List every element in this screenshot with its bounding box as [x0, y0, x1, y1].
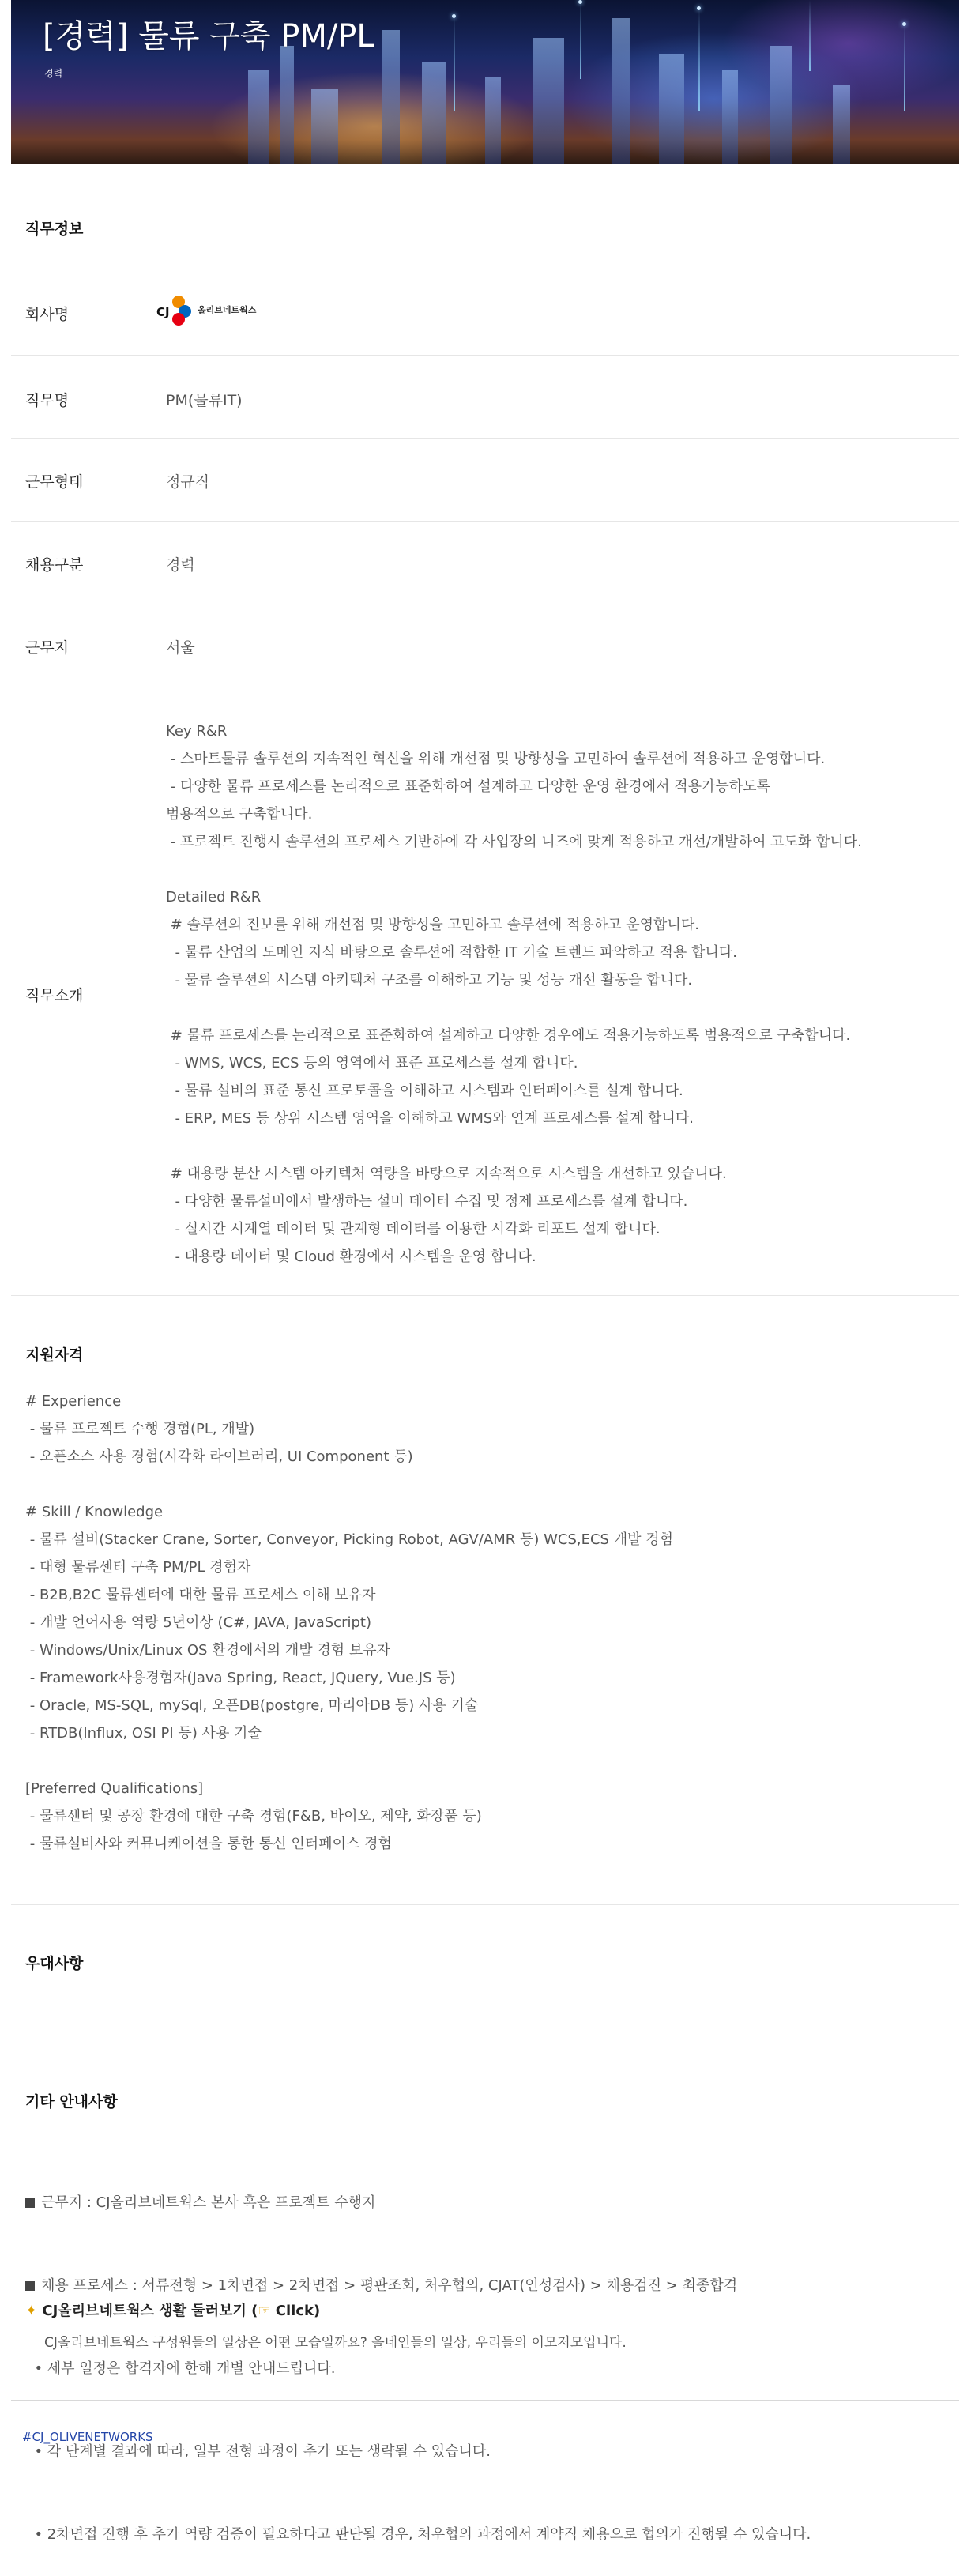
other-info-bullet-text: 근무지 : CJ올리브네트웍스 본사 혹은 프로젝트 수행지	[41, 2194, 376, 2211]
text-line: - 물류설비사와 커뮤니케이션을 통한 통신 인터페이스 경험	[25, 1836, 392, 1852]
hero-building	[485, 77, 501, 164]
other-info-bullet	[25, 2189, 811, 2216]
location-value: 서울	[166, 639, 195, 657]
hero-banner	[11, 0, 959, 164]
square-bullet-icon	[25, 2198, 35, 2208]
hero-building	[833, 85, 850, 164]
qualifications-text	[25, 1388, 673, 1858]
hero-building	[382, 30, 400, 164]
job-intro-label: 직무소개	[25, 987, 84, 1004]
text-line: # Experience	[25, 1393, 122, 1410]
divider	[11, 1904, 959, 1905]
job-title-label: 직무명	[25, 392, 70, 409]
divider	[11, 2400, 959, 2401]
location-label: 근무지	[25, 639, 70, 657]
text-line: - 물류센터 및 공장 환경에 대한 구축 경험(F&B, 바이오, 제약, 화장품 등)	[25, 1808, 482, 1825]
job-posting-subtitle: 경력	[44, 68, 63, 79]
employment-type-label: 근무형태	[25, 473, 84, 491]
text-line: - Windows/Unix/Linux OS 환경에서의 개발 경험 보유자	[25, 1642, 391, 1659]
text-line: - 오픈소스 사용 경험(시각화 라이브러리, UI Component 등)	[25, 1448, 413, 1465]
row-job-title	[11, 356, 959, 439]
cj-logo-mark: CJ	[156, 305, 170, 319]
other-info-bullet-text: 채용 프로세스 : 서류전형 > 1차면접 > 2차면접 > 평판조회, 처우협의, CJAT(인성검사) > 채용검진 > 최종합격	[41, 2277, 738, 2294]
text-line: - Framework사용경험자(Java Spring, React, JQuery, Vue.JS 등)	[25, 1670, 456, 1686]
life-link-click[interactable]: Click)	[275, 2303, 321, 2319]
hero-light-line	[809, 0, 811, 71]
text-line: - 물류 산업의 도메인 지식 바탕으로 솔루션에 적합한 IT 기술 트렌드 파악하고 적용 합니다.	[166, 944, 737, 961]
text-line: - 다양한 물류 프로세스를 논리적으로 표준화하여 설계하고 다양한 운영 환경에서 적용가능하도록	[166, 778, 770, 795]
other-info-sub-line: • 세부 일정은 합격자에 한해 개별 안내드립니다.	[25, 2360, 336, 2377]
section-title-other-info: 기타 안내사항	[25, 2093, 118, 2111]
text-line: - 스마트물류 솔루션의 지속적인 혁신을 위해 개선점 및 방향성을 고민하여 솔루션에 적용하고 운영합니다.	[166, 751, 826, 767]
text-line: # 솔루션의 진보를 위해 개선점 및 방향성을 고민하고 솔루션에 적용하고 운영합니다.	[166, 917, 699, 933]
text-line: - B2B,B2C 물류센터에 대한 물류 프로세스 이해 보유자	[25, 1587, 376, 1603]
hero-light-line	[904, 24, 905, 111]
hire-type-value: 경력	[166, 556, 195, 574]
job-intro-text	[166, 717, 862, 1271]
hashtag-link[interactable]: #CJ_OLIVENETWORKS	[22, 2430, 153, 2444]
text-line: - 물류 설비(Stacker Crane, Sorter, Conveyor, Picking Robot, AGV/AMR 등) WCS,ECS 개발 경험	[25, 1531, 673, 1548]
row-company	[11, 273, 959, 356]
hero-light-dot	[452, 14, 456, 18]
hero-building	[722, 70, 738, 164]
hero-light-line	[454, 16, 455, 111]
text-line	[166, 1132, 862, 1160]
text-line: [Preferred Qualifications]	[25, 1780, 204, 1797]
hero-light-dot	[578, 0, 582, 4]
hero-building	[311, 89, 338, 164]
text-line	[25, 1747, 673, 1775]
section-title-qualifications: 지원자격	[25, 1346, 84, 1364]
hero-building	[612, 18, 630, 164]
hero-light-dot	[902, 22, 906, 26]
job-posting-title: [경력] 물류 구축 PM/PL	[43, 18, 374, 55]
hero-light-line	[580, 0, 581, 79]
text-line: Detailed R&R	[166, 889, 262, 906]
hero-building	[248, 70, 269, 164]
square-bullet-icon	[25, 2281, 35, 2291]
text-line: # Skill / Knowledge	[25, 1504, 164, 1520]
text-line: - 프로젝트 진행시 솔루션의 프로세스 기반하에 각 사업장의 니즈에 맞게 적용하고 개선/개발하여 고도화 합니다.	[166, 834, 862, 850]
row-hire-type	[11, 522, 959, 604]
employment-type-value: 정규직	[166, 473, 210, 491]
other-info-bullet	[25, 2272, 811, 2299]
life-link-description: CJ올리브네트웍스 구성원들의 일상은 어떤 모습일까요? 올네인들의 일상, 우리들의 이모저모입니다.	[44, 2335, 627, 2351]
life-link-label: CJ올리브네트웍스 생활 둘러보기 (	[42, 2303, 258, 2319]
text-line: - 물류 설비의 표준 통신 프로토콜을 이해하고 시스템과 인터페이스를 설계 합니다.	[166, 1083, 683, 1099]
company-logo	[155, 292, 281, 327]
sparkle-icon: ✦	[25, 2303, 38, 2319]
section-title-preferences: 우대사항	[25, 1955, 84, 1972]
other-info-sub-line: • 2차면접 진행 후 추가 역량 검증이 필요하다고 판단될 경우, 처우협의 과정에서 계약직 채용으로 협의가 진행될 수 있습니다.	[25, 2526, 811, 2543]
hero-building	[280, 46, 294, 164]
text-line: Key R&R	[166, 723, 228, 740]
other-info-bullet-list	[25, 2133, 811, 2576]
row-location	[11, 604, 959, 687]
text-line: - 대형 물류센터 구축 PM/PL 경험자	[25, 1559, 251, 1576]
text-line	[166, 994, 862, 1022]
text-line: - 물류 솔루션의 시스템 아키텍처 구조를 이해하고 기능 및 성능 개선 활동을 합니다.	[166, 972, 693, 989]
text-line: - WMS, WCS, ECS 등의 영역에서 표준 프로세스를 설계 합니다.	[166, 1055, 578, 1071]
text-line: - 실시간 시계열 데이터 및 관계형 데이터를 이용한 시각화 리포트 설계 합니다.	[166, 1221, 661, 1237]
hero-light-line	[698, 8, 700, 111]
hero-light-dot	[697, 6, 701, 10]
text-line: # 물류 프로세스를 논리적으로 표준화하여 설계하고 다양한 경우에도 적용가능하도록 범용적으로 구축합니다.	[166, 1027, 851, 1044]
hero-building	[422, 62, 446, 164]
text-line: - 대용량 데이터 및 Cloud 환경에서 시스템을 운영 합니다.	[166, 1248, 536, 1265]
text-line: # 대용량 분산 시스템 아키텍처 역량을 바탕으로 지속적으로 시스템을 개선하고 있습니다.	[166, 1166, 727, 1182]
text-line	[25, 1471, 673, 1498]
hero-building	[533, 38, 564, 164]
text-line: - Oracle, MS-SQL, mySql, 오픈DB(postgre, 마리아DB 등) 사용 기술	[25, 1697, 479, 1714]
text-line: - 개발 언어사용 역량 5년이상 (C#, JAVA, JavaScript)	[25, 1614, 371, 1631]
other-info-sub-line: • 각 단계별 결과에 따라, 일부 전형 과정이 추가 또는 생략될 수 있습니다.	[25, 2443, 491, 2460]
row-employment-type	[11, 439, 959, 522]
text-line	[166, 856, 862, 883]
cj-logo-icon	[155, 292, 194, 327]
text-line: 범용적으로 구축합니다.	[166, 806, 313, 823]
life-link[interactable]	[25, 2299, 320, 2320]
company-label: 회사명	[25, 306, 70, 323]
section-title-job-info: 직무정보	[25, 220, 84, 238]
hire-type-label: 채용구분	[25, 556, 84, 574]
pointing-hand-icon: ☞	[258, 2303, 271, 2319]
text-line: - 다양한 물류설비에서 발생하는 설비 데이터 수집 및 정제 프로세스를 설계 합니다.	[166, 1193, 688, 1210]
hero-building	[659, 54, 684, 164]
text-line: - 물류 프로젝트 수행 경험(PL, 개발)	[25, 1421, 255, 1437]
text-line: - ERP, MES 등 상위 시스템 영역을 이해하고 WMS와 연계 프로세스를 설계 합니다.	[166, 1110, 694, 1127]
text-line: - RTDB(Influx, OSI PI 등) 사용 기술	[25, 1725, 262, 1742]
hero-building	[770, 46, 792, 164]
job-title-value: PM(물류IT)	[166, 392, 243, 409]
company-logo-text: 올리브네트웍스	[198, 305, 257, 315]
